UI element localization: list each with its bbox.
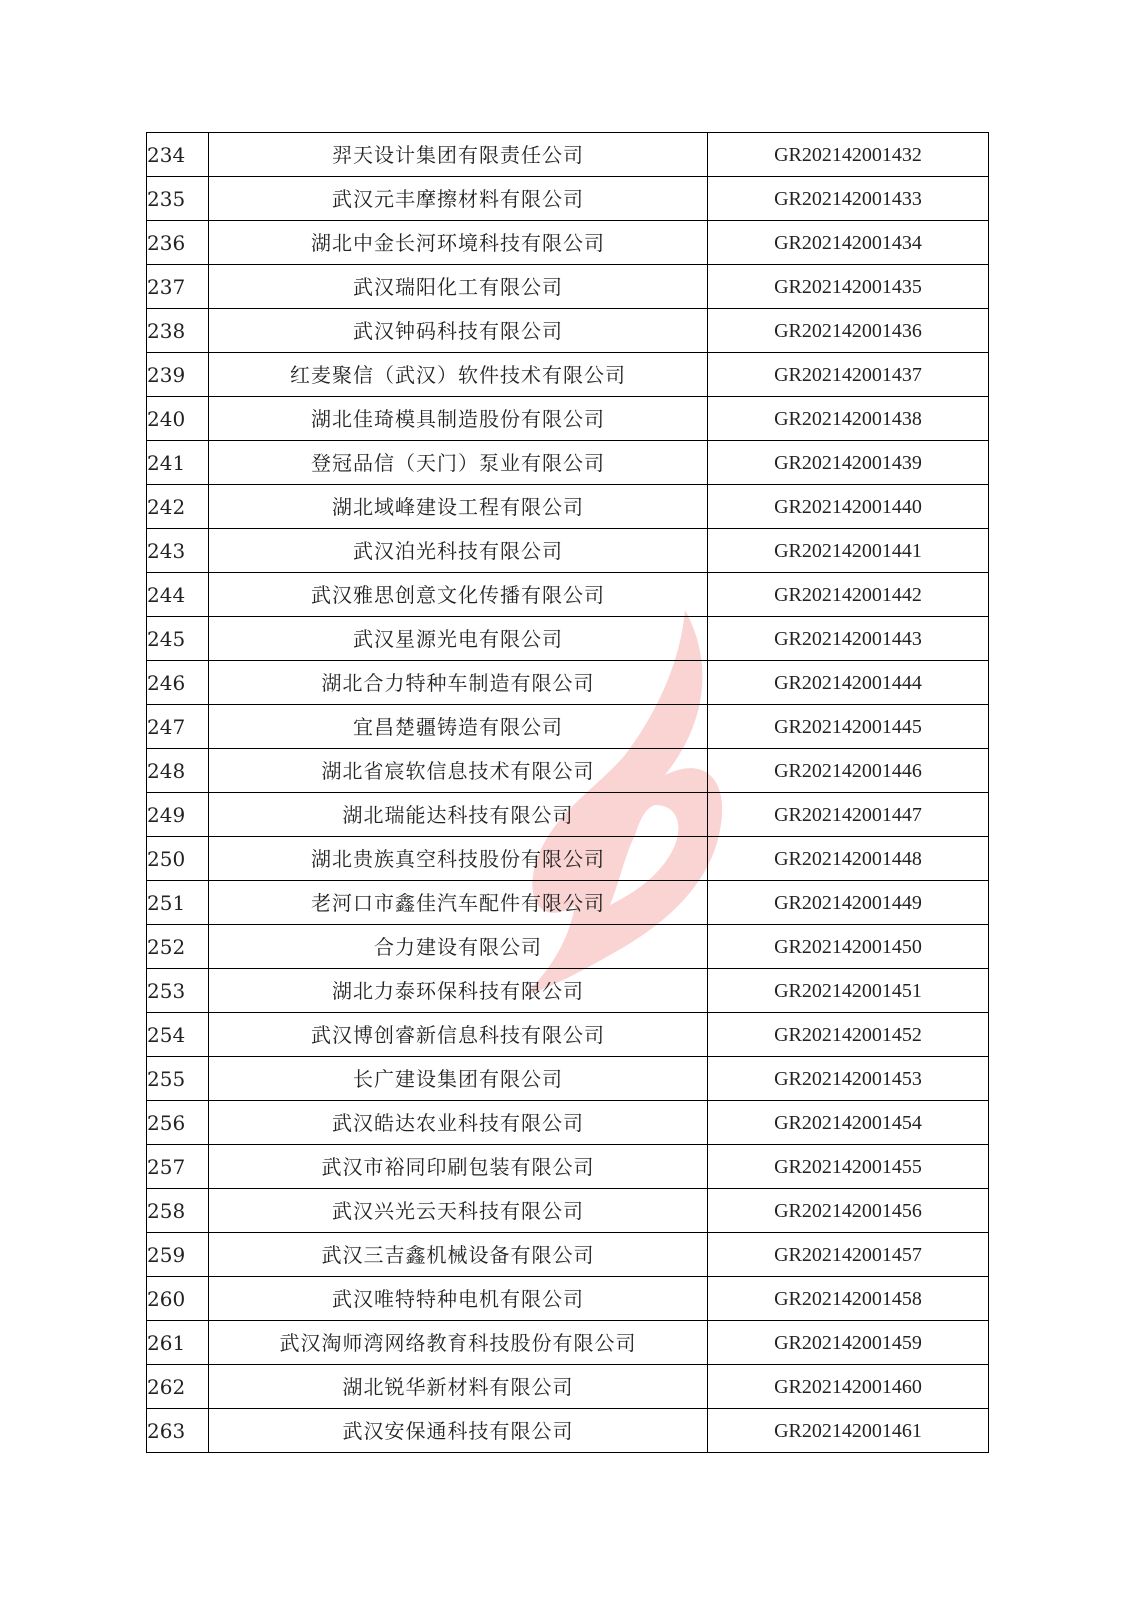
table-row: [147, 749, 989, 793]
row-index-cell: 239: [147, 353, 209, 397]
row-index-cell: 242: [147, 485, 209, 529]
table-row: [147, 1233, 989, 1277]
company-name-cell: 湖北力泰环保科技有限公司: [209, 969, 708, 1013]
certificate-code-cell: GR202142001448: [708, 837, 989, 881]
table-row: [147, 617, 989, 661]
company-name-cell: 湖北贵族真空科技股份有限公司: [209, 837, 708, 881]
row-index-cell: 250: [147, 837, 209, 881]
certificate-code-cell: GR202142001459: [708, 1321, 989, 1365]
row-index-cell: 254: [147, 1013, 209, 1057]
certificate-code-cell: GR202142001437: [708, 353, 989, 397]
certificate-code-cell: GR202142001450: [708, 925, 989, 969]
table-row: [147, 969, 989, 1013]
certificate-code-cell: GR202142001434: [708, 221, 989, 265]
company-name-cell: 湖北域峰建设工程有限公司: [209, 485, 708, 529]
table-row: [147, 529, 989, 573]
table-row: [147, 1277, 989, 1321]
row-index-cell: 234: [147, 133, 209, 177]
table-row: [147, 353, 989, 397]
table-row: [147, 1101, 989, 1145]
company-name-cell: 武汉淘师湾网络教育科技股份有限公司: [209, 1321, 708, 1365]
table-row: [147, 1365, 989, 1409]
row-index-cell: 243: [147, 529, 209, 573]
company-name-cell: 长广建设集团有限公司: [209, 1057, 708, 1101]
company-name-cell: 湖北省宸软信息技术有限公司: [209, 749, 708, 793]
company-name-cell: 武汉市裕同印刷包装有限公司: [209, 1145, 708, 1189]
table-row: [147, 1189, 989, 1233]
table-row: [147, 1013, 989, 1057]
company-name-cell: 武汉雅思创意文化传播有限公司: [209, 573, 708, 617]
certificate-code-cell: GR202142001461: [708, 1409, 989, 1453]
table-row: [147, 1057, 989, 1101]
row-index-cell: 258: [147, 1189, 209, 1233]
certificate-code-cell: GR202142001438: [708, 397, 989, 441]
row-index-cell: 244: [147, 573, 209, 617]
certificate-code-cell: GR202142001432: [708, 133, 989, 177]
row-index-cell: 241: [147, 441, 209, 485]
certificate-code-cell: GR202142001449: [708, 881, 989, 925]
certificate-code-cell: GR202142001441: [708, 529, 989, 573]
row-index-cell: 253: [147, 969, 209, 1013]
table-row: [147, 1409, 989, 1453]
table-row: [147, 177, 989, 221]
row-index-cell: 256: [147, 1101, 209, 1145]
certificate-code-cell: GR202142001439: [708, 441, 989, 485]
row-index-cell: 252: [147, 925, 209, 969]
table-row: [147, 221, 989, 265]
certificate-code-cell: GR202142001451: [708, 969, 989, 1013]
row-index-cell: 248: [147, 749, 209, 793]
row-index-cell: 255: [147, 1057, 209, 1101]
certificate-code-cell: GR202142001442: [708, 573, 989, 617]
row-index-cell: 263: [147, 1409, 209, 1453]
company-name-cell: 湖北合力特种车制造有限公司: [209, 661, 708, 705]
certificate-code-cell: GR202142001455: [708, 1145, 989, 1189]
certificate-code-cell: GR202142001446: [708, 749, 989, 793]
company-name-cell: 武汉兴光云天科技有限公司: [209, 1189, 708, 1233]
company-name-cell: 湖北瑞能达科技有限公司: [209, 793, 708, 837]
certificate-code-cell: GR202142001440: [708, 485, 989, 529]
company-name-cell: 武汉皓达农业科技有限公司: [209, 1101, 708, 1145]
company-name-cell: 湖北锐华新材料有限公司: [209, 1365, 708, 1409]
company-name-cell: 武汉博创睿新信息科技有限公司: [209, 1013, 708, 1057]
company-name-cell: 武汉瑞阳化工有限公司: [209, 265, 708, 309]
company-name-cell: 武汉钟码科技有限公司: [209, 309, 708, 353]
company-list-body: [147, 133, 989, 1453]
table-row: [147, 925, 989, 969]
row-index-cell: 246: [147, 661, 209, 705]
company-name-cell: 武汉星源光电有限公司: [209, 617, 708, 661]
row-index-cell: 235: [147, 177, 209, 221]
company-name-cell: 湖北佳琦模具制造股份有限公司: [209, 397, 708, 441]
row-index-cell: 247: [147, 705, 209, 749]
table-row: [147, 1145, 989, 1189]
certificate-code-cell: GR202142001445: [708, 705, 989, 749]
certificate-code-cell: GR202142001452: [708, 1013, 989, 1057]
table-row: [147, 793, 989, 837]
company-name-cell: 登冠品信（天门）泵业有限公司: [209, 441, 708, 485]
table-row: [147, 661, 989, 705]
row-index-cell: 238: [147, 309, 209, 353]
table-row: [147, 397, 989, 441]
row-index-cell: 249: [147, 793, 209, 837]
certificate-code-cell: GR202142001443: [708, 617, 989, 661]
row-index-cell: 262: [147, 1365, 209, 1409]
certificate-code-cell: GR202142001458: [708, 1277, 989, 1321]
table-row: [147, 1321, 989, 1365]
table-row: [147, 133, 989, 177]
table-row: [147, 837, 989, 881]
certificate-code-cell: GR202142001454: [708, 1101, 989, 1145]
table-row: [147, 309, 989, 353]
company-name-cell: 红麦聚信（武汉）软件技术有限公司: [209, 353, 708, 397]
row-index-cell: 261: [147, 1321, 209, 1365]
row-index-cell: 260: [147, 1277, 209, 1321]
certificate-code-cell: GR202142001460: [708, 1365, 989, 1409]
row-index-cell: 251: [147, 881, 209, 925]
company-name-cell: 武汉三吉鑫机械设备有限公司: [209, 1233, 708, 1277]
company-name-cell: 羿天设计集团有限责任公司: [209, 133, 708, 177]
row-index-cell: 240: [147, 397, 209, 441]
certificate-code-cell: GR202142001447: [708, 793, 989, 837]
table-row: [147, 441, 989, 485]
table-row: [147, 573, 989, 617]
company-name-cell: 湖北中金长河环境科技有限公司: [209, 221, 708, 265]
company-name-cell: 合力建设有限公司: [209, 925, 708, 969]
certificate-code-cell: GR202142001457: [708, 1233, 989, 1277]
company-name-cell: 武汉安保通科技有限公司: [209, 1409, 708, 1453]
table-row: [147, 265, 989, 309]
company-name-cell: 武汉泊光科技有限公司: [209, 529, 708, 573]
company-list-table: [146, 132, 989, 1453]
certificate-code-cell: GR202142001456: [708, 1189, 989, 1233]
table-row: [147, 485, 989, 529]
row-index-cell: 236: [147, 221, 209, 265]
row-index-cell: 245: [147, 617, 209, 661]
certificate-code-cell: GR202142001433: [708, 177, 989, 221]
certificate-code-cell: GR202142001444: [708, 661, 989, 705]
row-index-cell: 259: [147, 1233, 209, 1277]
certificate-code-cell: GR202142001453: [708, 1057, 989, 1101]
certificate-code-cell: GR202142001436: [708, 309, 989, 353]
certificate-code-cell: GR202142001435: [708, 265, 989, 309]
company-name-cell: 宜昌楚疆铸造有限公司: [209, 705, 708, 749]
table-row: [147, 705, 989, 749]
row-index-cell: 237: [147, 265, 209, 309]
company-name-cell: 老河口市鑫佳汽车配件有限公司: [209, 881, 708, 925]
company-name-cell: 武汉唯特特种电机有限公司: [209, 1277, 708, 1321]
table-row: [147, 881, 989, 925]
row-index-cell: 257: [147, 1145, 209, 1189]
company-name-cell: 武汉元丰摩擦材料有限公司: [209, 177, 708, 221]
